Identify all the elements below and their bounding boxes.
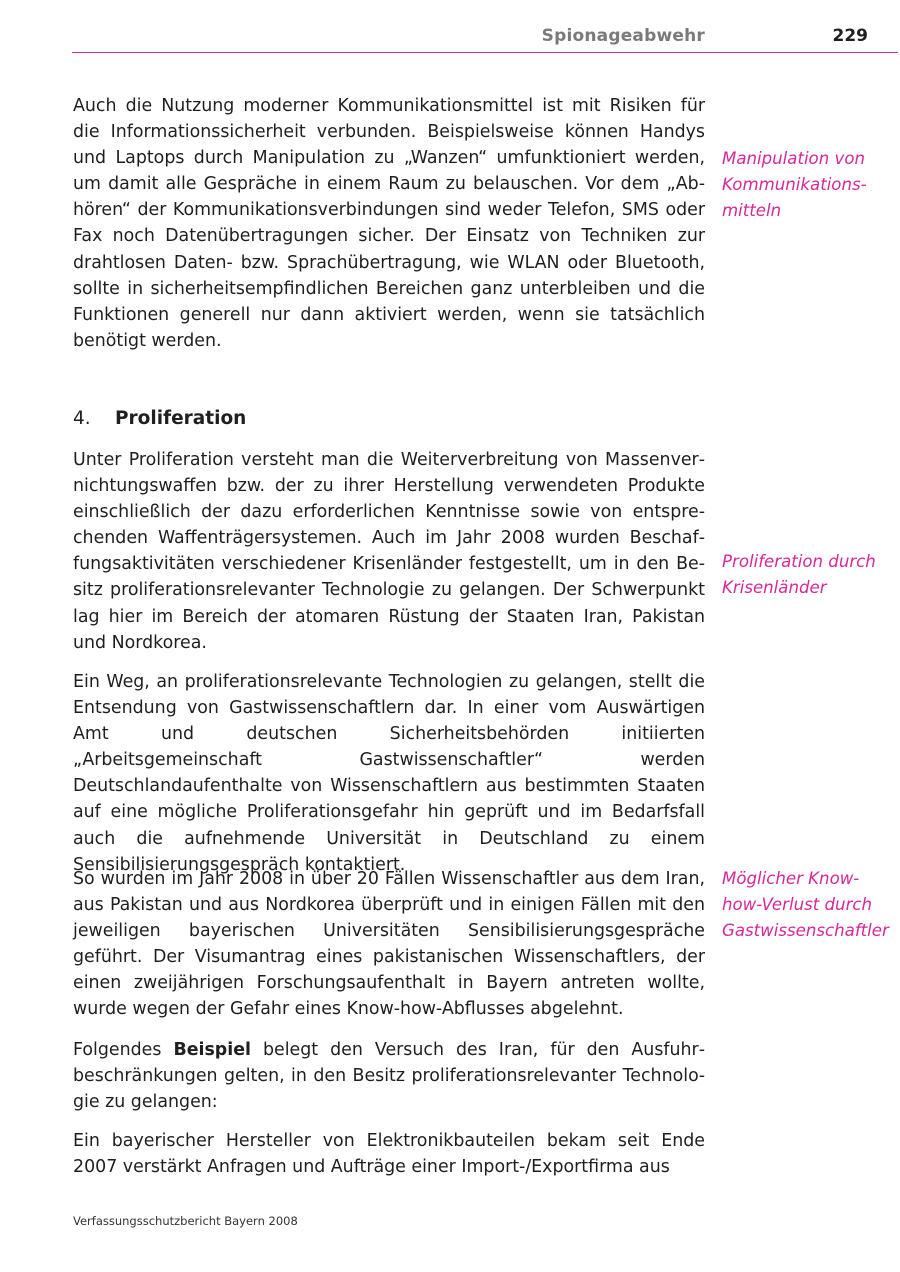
paragraph-text: Ein bayerischer Hersteller von Elektronikbauteilen bekam seit Ende 2007 verstärkt Anfragen und Aufträge einer Import-/Exportfirma aus [73,1131,705,1178]
paragraph-text: Ein Weg, an proliferationsrelevante Technologien zu gelangen, stellt die Entsendung von Gastwissenschaftlern dar. In einer vom Auswärtigen Amt und deutschen Sicherheitsbehörden initiierten „Arbeitsgemeinschaft Gastwissenschaftler“ werden Deutschlandaufenthalte von Wissenschaftlern aus bestimmten Staaten auf eine mögliche Proliferationsgefahr hin geprüft und im Bedarfsfall auch die aufnehmende Universität in Deutschland zu einem Sensibilisierungsgespräch kontaktiert. [73,672,705,875]
paragraph-text: So wurden im Jahr 2008 in über 20 Fällen Wissenschaftler aus dem Iran, aus Pakistan und aus Nordkorea überprüft und in einigen Fällen mit den jeweiligen bayerischen Universitäten Sensibilisierungsgespräche geführt. Der Visumantrag eines pakistanischen Wissenschaftlers, der einen zweijährigen Forschungsaufenthalt in Bayern antreten wollte, wurde wegen der Gefahr eines Know-how-Abflusses abgelehnt. [73,869,705,1020]
paragraph-text: Auch die Nutzung moderner Kommunikationsmittel ist mit Risiken für die Informationssicherheit verbunden. Beispielsweise können Handys und Laptops durch Manipulation zu „Wanzen“ umfunktioniert werden, um damit alle Gespräche in einem Raum zu belauschen. Vor dem „Abhören“ der Kommunikationsverbindungen sind weder Telefon, SMS oder Fax noch Datenübertragungen sicher. Der Einsatz von Techniken zur drahtlosen Daten- bzw. Sprachübertragung, wie WLAN oder Bluetooth, sollte in sicherheitsempfindlichen Bereichen ganz unterbleiben und die Funktionen generell nur dann aktiviert werden, wenn sie tatsächlich benötigt werden. [73,96,705,351]
page-number: 229 [832,26,868,46]
paragraph-guest-scientists [73,669,705,878]
paragraph-text [73,1037,705,1115]
page-header [72,22,898,53]
example-keyword: Beispiel [173,1040,251,1060]
paragraph-2008-cases [73,866,705,1023]
paragraph-manufacturer-example [73,1128,705,1180]
margin-note-communication: Manipulation von Kommunikationsmitteln [722,149,867,221]
example-intro-rest: belegt den Versuch des Iran, für den Ausfuhrbeschränkungen gelten, in den Besitz proliferationsrelevanter Technologie zu gelangen: [73,1040,705,1113]
margin-note-know-how-loss: Möglicher Know-how-Verlust durch Gastwissenschaftler [722,869,889,941]
paragraph-proliferation-definition [73,447,705,656]
section-title: Spionageabwehr [541,26,705,46]
margin-note-crisis-countries: Proliferation durch Krisenländer [722,552,876,598]
section-heading-title: Proliferation [115,408,247,429]
page-footer: Verfassungsschutzbericht Bayern 2008 [73,1214,298,1228]
section-number: 4. [73,408,91,429]
paragraph-example-intro [73,1037,705,1115]
paragraph-communication-risks [73,93,705,354]
section-heading [73,406,246,432]
example-intro-lead: Folgendes [73,1040,174,1060]
paragraph-text: Unter Proliferation versteht man die Weiterverbreitung von Massenvernichtungswaffen bzw. der zu ihrer Herstellung verwendeten Produkte einschließlich der dazu erforderlichen Kenntnisse sowie von entsprechenden Waffenträgersystemen. Auch im Jahr 2008 wurden Beschaffungsaktivitäten verschiedener Krisenländer festgestellt, um in den Besitz proliferationsrelevanter Technologie zu gelangen. Der Schwerpunkt lag hier im Bereich der atomaren Rüstung der Staaten Iran, Pakistan und Nordkorea. [73,450,705,653]
